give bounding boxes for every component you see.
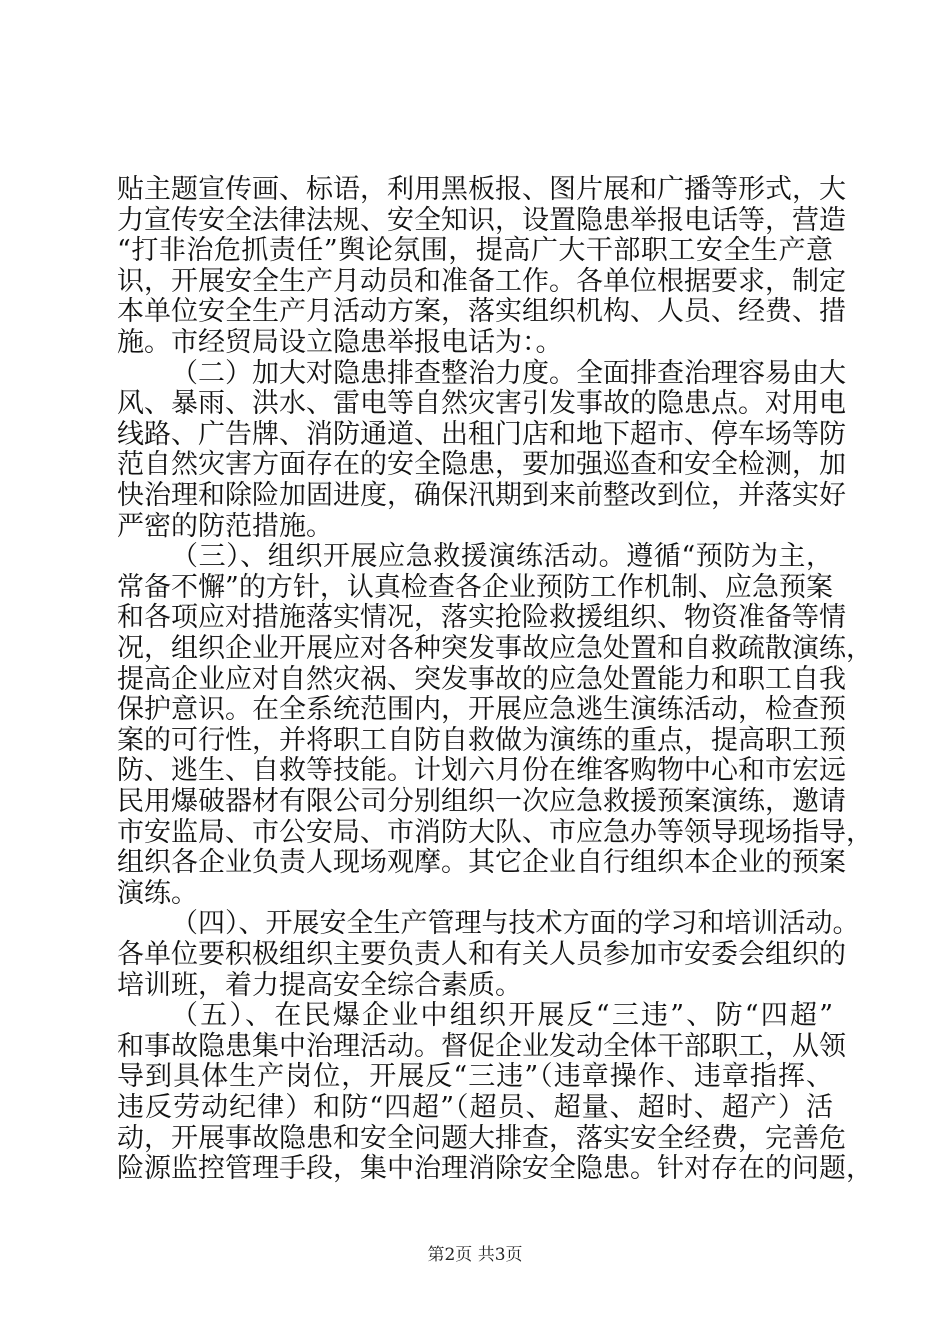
- paragraph-heading-line: （三）、组织开展应急救援演练活动。遵循“预防为主，: [171, 541, 833, 573]
- text-line: 本单位安全生产月活动方案，落实组织机构、人员、经费、措: [117, 296, 846, 328]
- text-line: 提高企业应对自然灾祸、突发事故的应急处置能力和职工自我: [117, 663, 846, 695]
- text-line: 贴主题宣传画、标语，利用黑板报、图片展和广播等形式，大: [117, 174, 846, 205]
- text-line: 况，组织企业开展应对各种突发事故应急处置和自救疏散演练，: [117, 633, 873, 664]
- text-line: 导到具体生产岗位，开展反“三违”（违章操作、违章指挥、: [117, 1061, 833, 1093]
- text-line: 演练。: [117, 877, 198, 909]
- paragraph-heading-line: （二）加大对隐患排查整治力度。全面排查治理容易由大: [171, 357, 846, 389]
- text-line: 案的可行性，并将职工自防自救做为演练的重点，提高职工预: [117, 724, 846, 756]
- text-line: 动，开展事故隐患和安全问题大排查，落实安全经费，完善危: [117, 1122, 846, 1154]
- text-line: 和各项应对措施落实情况，落实抢险救援组织、物资准备等情: [117, 602, 846, 634]
- text-line: 市安监局、市公安局、市消防大队、市应急办等领导现场指导，: [117, 816, 873, 848]
- text-line: 严密的防范措施。: [117, 510, 333, 542]
- text-line: 民用爆破器材有限公司分别组织一次应急救援预案演练，邀请: [117, 786, 846, 817]
- text-line: 线路、广告牌、消防通道、出租门店和地下超市、停车场等防: [117, 418, 846, 450]
- paragraph-heading-line: （四）、开展安全生产管理与技术方面的学习和培训活动。: [171, 908, 860, 940]
- text-line: 力宣传安全法律法规、安全知识，设置隐患举报电话等，营造: [117, 204, 846, 236]
- text-line: 培训班，着力提高安全综合素质。: [117, 969, 522, 1001]
- text-line: “打非治危抓责任”舆论氛围，提高广大干部职工安全生产意: [117, 235, 833, 267]
- paragraph-heading-line: （五）、在民爆企业中组织开展反“三违”、防“四超”: [171, 1000, 833, 1032]
- text-line: 险源监控管理手段，集中治理消除安全隐患。针对存在的问题，: [117, 1153, 873, 1185]
- text-line: 保护意识。在全系统范围内，开展应急逃生演练活动，检查预: [117, 694, 846, 726]
- text-line: 范自然灾害方面存在的安全隐患，要加强巡查和安全检测，加: [117, 449, 846, 481]
- page-footer: 第2页 共3页: [427, 1245, 523, 1265]
- text-line: 防、逃生、自救等技能。计划六月份在维客购物中心和市宏远: [117, 755, 846, 787]
- text-line: 和事故隐患集中治理活动。督促企业发动全体干部职工，从领: [117, 1030, 846, 1062]
- text-line: 各单位要积极组织主要负责人和有关人员参加市安委会组织的: [117, 939, 846, 970]
- text-line: 施。市经贸局设立隐患举报电话为：。: [117, 327, 563, 358]
- text-line: 常备不懈”的方针，认真检查各企业预防工作机制、应急预案: [117, 571, 833, 603]
- text-line: 风、暴雨、洪水、雷电等自然灾害引发事故的隐患点。对用电: [117, 388, 846, 420]
- text-line: 组织各企业负责人现场观摩。其它企业自行组织本企业的预案: [117, 847, 846, 879]
- text-line: 违反劳动纪律）和防“四超”（超员、超量、超时、超产）活: [117, 1092, 833, 1123]
- text-line: 识，开展安全生产月动员和准备工作。各单位根据要求，制定: [117, 265, 846, 297]
- text-line: 快治理和除险加固进度，确保汛期到来前整改到位，并落实好: [117, 480, 846, 511]
